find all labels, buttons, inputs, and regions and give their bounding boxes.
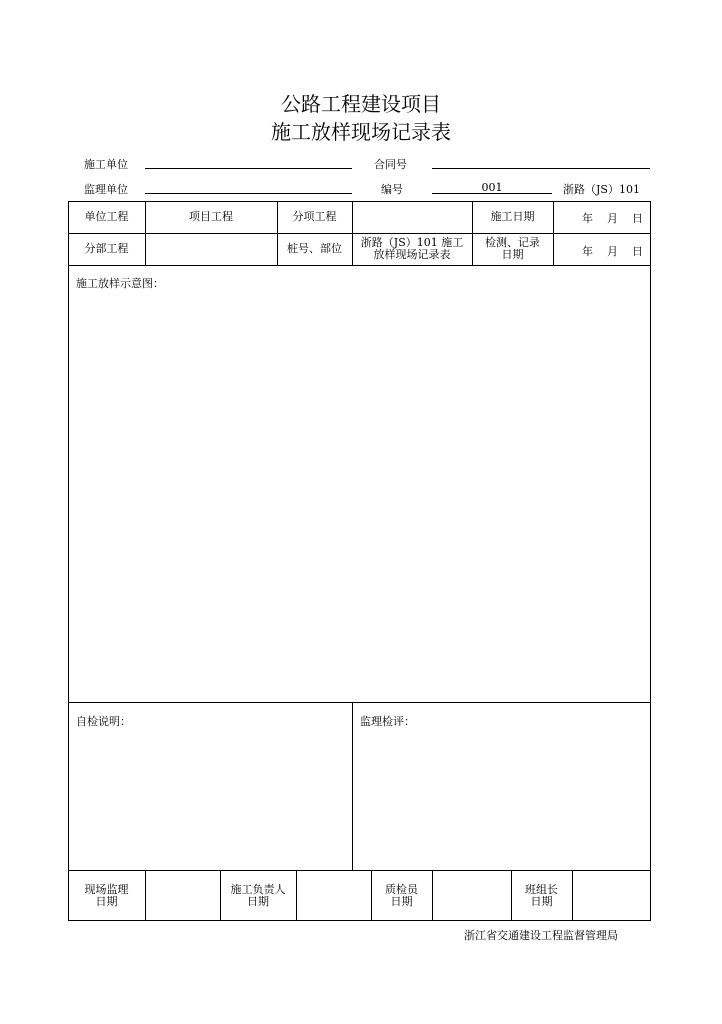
supervision-unit-label: 监理单位 — [84, 183, 128, 196]
page-subtitle: 施工放样现场记录表 — [271, 120, 451, 144]
supervision-review-area[interactable] — [353, 728, 649, 868]
site-supervisor-line1: 现场监理 — [84, 882, 129, 896]
contract-no-label: 合同号 — [374, 158, 407, 171]
diagram-label: 施工放样示意图： — [76, 277, 164, 290]
inspect-date-line1: 检测、记录 — [485, 236, 540, 249]
site-supervisor-label — [68, 870, 145, 921]
day-label: 日 — [632, 212, 643, 225]
month-label: 月 — [607, 212, 618, 225]
construction-unit-field[interactable] — [145, 168, 352, 169]
construction-date-label: 施工日期 — [490, 210, 535, 223]
year-label: 年 — [582, 212, 593, 225]
team-leader-line1: 班组长 — [525, 882, 558, 896]
form-reference — [352, 233, 472, 265]
unit-project-value[interactable]: 项目工程 — [189, 210, 233, 223]
supervision-unit-field[interactable] — [145, 193, 352, 194]
division-label: 分部工程 — [84, 242, 129, 255]
issuing-authority: 浙江省交通建设工程监督管理局 — [464, 929, 618, 942]
quality-inspector-signature[interactable] — [432, 870, 511, 921]
form-ref-line1: 浙路（JS）101 施工 — [360, 236, 464, 249]
construction-leader-label — [220, 870, 296, 921]
site-supervisor-signature[interactable] — [145, 870, 220, 921]
section-divider — [68, 702, 651, 703]
station-label: 桩号、部位 — [287, 242, 342, 255]
quality-inspector-label — [371, 870, 432, 921]
sub-item-value[interactable] — [352, 201, 472, 233]
contract-no-field[interactable] — [432, 168, 650, 169]
construction-unit-label: 施工单位 — [84, 158, 128, 171]
supervision-review-label: 监理检评： — [360, 715, 415, 728]
sub-item-label: 分项工程 — [292, 210, 337, 223]
form-ref-line2: 放样现场记录表 — [373, 248, 451, 261]
year-label: 年 — [582, 245, 593, 258]
construction-date-value[interactable] — [553, 210, 643, 226]
serial-label: 编号 — [381, 183, 403, 196]
construction-leader-line2: 日期 — [247, 894, 269, 908]
self-check-label: 自检说明： — [76, 715, 131, 728]
team-leader-line2: 日期 — [530, 894, 553, 908]
team-leader-label — [511, 870, 572, 921]
construction-leader-signature[interactable] — [296, 870, 371, 921]
site-supervisor-line2: 日期 — [95, 894, 118, 908]
form-code: 浙路（JS）101 — [563, 183, 640, 196]
inspect-date-value[interactable] — [553, 243, 643, 259]
quality-inspector-line1: 质检员 — [385, 882, 418, 896]
row-divider — [68, 265, 651, 266]
month-label: 月 — [607, 245, 618, 258]
team-leader-signature[interactable] — [572, 870, 651, 921]
inspect-date-line2: 日期 — [501, 248, 524, 261]
inspect-date-label — [472, 233, 553, 265]
serial-value: 001 — [481, 181, 503, 194]
unit-project-label: 单位工程 — [84, 210, 129, 223]
construction-leader-line1: 施工负责人 — [230, 882, 286, 896]
quality-inspector-line2: 日期 — [390, 894, 413, 908]
division-value[interactable] — [145, 233, 277, 265]
diagram-area[interactable] — [69, 290, 650, 702]
page-title: 公路工程建设项目 — [281, 92, 441, 116]
day-label: 日 — [632, 245, 643, 258]
self-check-area[interactable] — [69, 728, 351, 868]
